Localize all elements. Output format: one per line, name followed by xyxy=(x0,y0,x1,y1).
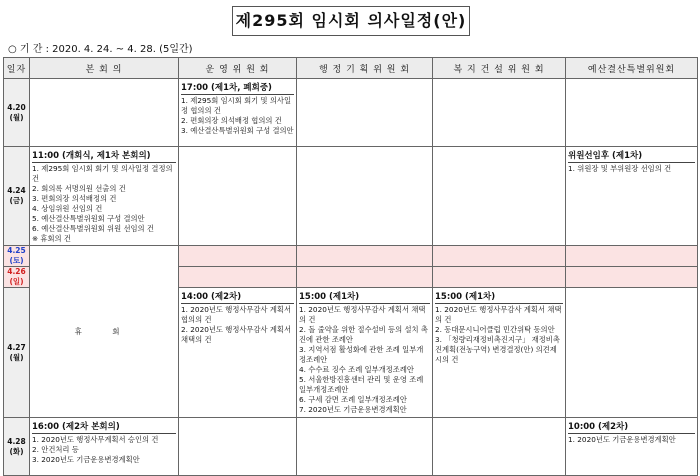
meeting-header: 10:00 (제2차) xyxy=(568,420,695,434)
cell-0424-bokji xyxy=(433,147,566,246)
recess-label: 휴 회 xyxy=(74,327,134,336)
cell-0427-budget xyxy=(566,288,698,418)
cell-0427-unyeong xyxy=(179,288,297,418)
cell-0425-bokji xyxy=(433,246,566,267)
agenda-item: 1. 위원장 및 부위원장 선임의 건 xyxy=(568,164,672,173)
cell-0424-haengjeong xyxy=(297,147,433,246)
agenda-item: 4. 상임위원 선임의 건 xyxy=(32,204,103,213)
header-plenary: 본 회 의 xyxy=(30,58,179,79)
agenda-item: 4. 수수료 징수 조례 일부개정조례안 xyxy=(299,365,414,374)
agenda-item: 3. 예산결산특별위원회 구성 결의안 xyxy=(181,126,294,135)
meeting-header: 16:00 (제2차 본회의) xyxy=(32,420,176,434)
header-haengjeong: 행 정 기 획 위 원 회 xyxy=(297,58,433,79)
agenda-item: 1. 제295회 임시회 회기 및 의사일정 협의의 건 xyxy=(181,96,292,115)
cell-0424-plenary xyxy=(30,147,179,246)
agenda-item: 1. 2020년도 행정사무감사 계획서 채택의 건 xyxy=(299,305,426,324)
cell-0426-bokji xyxy=(433,267,566,288)
cell-0428-bokji xyxy=(433,418,566,476)
header-bokji: 복 지 건 설 위 원 회 xyxy=(433,58,566,79)
cell-0420-haengjeong xyxy=(297,79,433,147)
recess-cell xyxy=(30,246,179,418)
date-cell-0427: 4.27 (월) xyxy=(4,288,30,418)
meeting-header: 11:00 (개회식, 제1차 본회의) xyxy=(32,149,176,163)
cell-0428-unyeong xyxy=(179,418,297,476)
meeting-header: 15:00 (제1차) xyxy=(299,290,430,304)
cell-0420-bokji xyxy=(433,79,566,147)
page-title: 제295회 임시회 의사일정(안) xyxy=(232,6,470,36)
cell-0424-budget xyxy=(566,147,698,246)
cell-0426-unyeong xyxy=(179,267,297,288)
meeting-header: 17:00 (제1차, 폐회중) xyxy=(181,81,294,95)
agenda-item: ※ 휴회의 건 xyxy=(32,234,71,243)
header-row xyxy=(4,58,698,79)
cell-0427-bokji xyxy=(433,288,566,418)
meeting-header: 위원선임후 (제1차) xyxy=(568,149,695,163)
cell-0420-budget xyxy=(566,79,698,147)
agenda-item: 2. 회의록 서명의원 선출의 건 xyxy=(32,184,126,193)
cell-0425-budget xyxy=(566,246,698,267)
date-cell-0420: 4.20 (월) xyxy=(4,79,30,147)
meeting-header: 14:00 (제2차) xyxy=(181,290,294,304)
agenda-item: 2. 안건처리 등 xyxy=(32,445,79,454)
agenda-item: 2. 동대문시니어클럽 민간위탁 동의안 xyxy=(435,325,555,334)
row-0424 xyxy=(4,147,698,246)
agenda-item: 2. 돌 줄약을 위한 절수설비 등의 설치 촉진에 관한 조례안 xyxy=(299,325,428,344)
agenda-item: 1. 제295회 임시회 회기 및 의사일정 결정의 건 xyxy=(32,164,173,183)
row-0425 xyxy=(4,246,698,267)
header-date: 일자 xyxy=(4,58,30,79)
agenda-item: 3. 편회의장 의석배정의 건 xyxy=(32,194,117,203)
agenda-item: 6. 구세 감면 조례 일부개정조례안 xyxy=(299,395,407,404)
schedule-table xyxy=(3,57,698,476)
agenda-item: 5. 서울한방진흥센터 관리 및 운영 조례 일부개정조례안 xyxy=(299,375,424,394)
cell-0425-haengjeong xyxy=(297,246,433,267)
agenda-item: 2. 편회의장 의석배정 협의의 건 xyxy=(181,116,282,125)
agenda-item: 5. 예산결산특별위원회 구성 결의안 xyxy=(32,214,145,223)
cell-0425-unyeong xyxy=(179,246,297,267)
row-0420 xyxy=(4,79,698,147)
cell-0420-unyeong xyxy=(179,79,297,147)
cell-0427-haengjeong xyxy=(297,288,433,418)
cell-0428-budget xyxy=(566,418,698,476)
agenda-item: 3. 「청량리재정비촉진지구」 재정비촉진계획(전농구역) 변경결정(안) 의견제시의 건 xyxy=(435,335,560,364)
agenda-item: 1. 2020년도 행정사무감사 계획서 협의의 건 xyxy=(181,305,292,324)
agenda-item: 6. 예산결산특별위원회 위원 선임의 건 xyxy=(32,224,154,233)
header-budget: 예산결산특별위원회 xyxy=(566,58,698,79)
agenda-item: 3. 2020년도 기금운용변경계획안 xyxy=(32,455,140,464)
cell-0426-haengjeong xyxy=(297,267,433,288)
date-cell-0424: 4.24 (금) xyxy=(4,147,30,246)
agenda-item: 2. 2020년도 행정사무감사 계획서 채택의 건 xyxy=(181,325,292,344)
agenda-item: 3. 지역서점 활성화에 관한 조례 일부개정조례안 xyxy=(299,345,424,364)
session-period: ○ 기 간 : 2020. 4. 24. ~ 4. 28. (5일간) xyxy=(8,44,193,55)
date-cell-0428: 4.28 (화) xyxy=(4,418,30,476)
agenda-item: 1. 2020년도 기금운용변경계획안 xyxy=(568,435,676,444)
agenda-item: 1. 2020년도 행정사무감사 계획서 채택의 건 xyxy=(435,305,562,324)
meeting-header: 15:00 (제1차) xyxy=(435,290,563,304)
cell-0428-plenary xyxy=(30,418,179,476)
header-unyeong: 운 영 위 원 회 xyxy=(179,58,297,79)
agenda-item: 7. 2020년도 기금운용변경계획안 xyxy=(299,405,407,414)
date-cell-0426: 4.26 (일) xyxy=(4,267,30,288)
cell-0426-budget xyxy=(566,267,698,288)
agenda-item: 1. 2020년도 행정사무계획서 승인의 건 xyxy=(32,435,159,444)
cell-0420-plenary xyxy=(30,79,179,147)
cell-0428-haengjeong xyxy=(297,418,433,476)
cell-0424-unyeong xyxy=(179,147,297,246)
date-cell-0425: 4.25 (토) xyxy=(4,246,30,267)
row-0428 xyxy=(4,418,698,476)
